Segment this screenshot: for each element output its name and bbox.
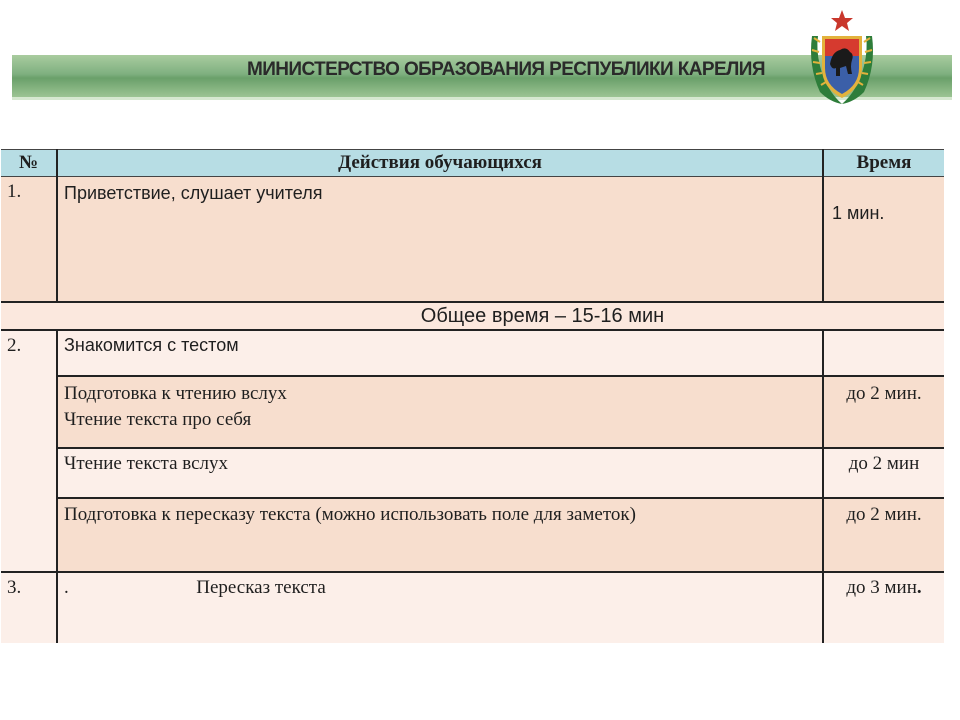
lesson-table <box>1 149 944 643</box>
row-number: 3. <box>1 572 57 643</box>
leading-dot: . <box>64 577 69 598</box>
time-cell <box>823 572 944 643</box>
karelia-emblem-icon <box>806 6 878 106</box>
time-cell: до 2 мин. <box>823 376 944 448</box>
time-cell: до 2 мин <box>823 448 944 498</box>
action-text: Пересказ текста <box>196 577 326 598</box>
table-row <box>1 498 944 572</box>
action-cell <box>57 376 823 448</box>
table-header-row <box>1 150 944 177</box>
time-cell: до 2 мин. <box>823 498 944 572</box>
action-cell: Знакомится с тестом <box>57 330 823 376</box>
row-number: 2. <box>1 330 57 572</box>
table-row <box>1 177 944 303</box>
ministry-title: МИНИСТЕРСТВО ОБРАЗОВАНИЯ РЕСПУБЛИКИ КАРЕЛИЯ <box>247 59 765 80</box>
action-cell: Чтение текста вслух <box>57 448 823 498</box>
time-dot: . <box>916 577 922 598</box>
col-number-header: № <box>1 150 57 177</box>
action-cell: Подготовка к пересказу текста (можно использовать поле для заметок) <box>57 498 823 572</box>
action-line: Чтение текста про себя <box>64 409 252 430</box>
table-row <box>1 448 944 498</box>
time-cell <box>823 330 944 376</box>
table-row <box>1 572 944 643</box>
table-row <box>1 330 944 376</box>
total-time-row <box>1 302 944 330</box>
time-text: до 3 мин <box>846 577 917 598</box>
table-row <box>1 376 944 448</box>
total-time: Общее время – 15-16 мин <box>1 302 944 330</box>
row-number: 1. <box>1 177 57 303</box>
action-cell: Приветствие, слушает учителя <box>57 177 823 303</box>
col-actions-header: Действия обучающихся <box>57 150 823 177</box>
col-time-header: Время <box>823 150 944 177</box>
action-line: Подготовка к чтению вслух <box>64 383 287 404</box>
action-cell <box>57 572 823 643</box>
time-cell: 1 мин. <box>823 177 944 303</box>
